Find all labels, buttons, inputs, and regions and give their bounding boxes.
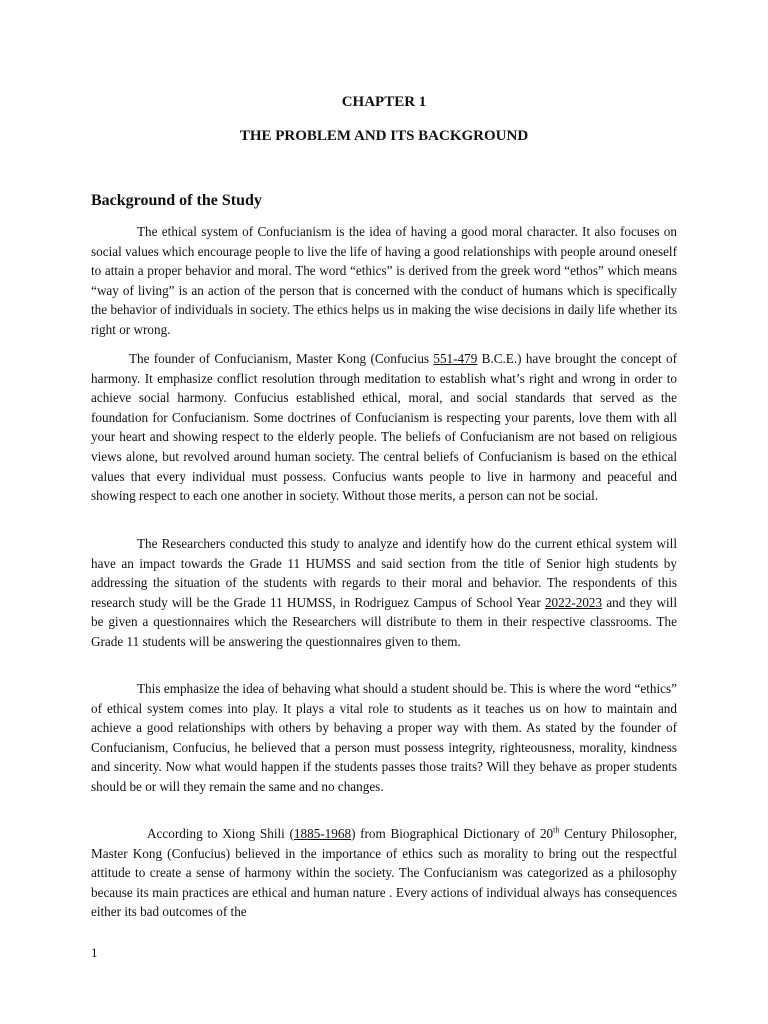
ordinal-superscript: th bbox=[553, 825, 560, 835]
paragraph-2-text-start: The founder of Confucianism, Master Kong (Confucius bbox=[129, 351, 434, 366]
paragraph-4-text: This emphasize the idea of behaving what should a student should be. This is where the word “ethics” of ethical system comes into play. It plays a vital role to students as it teaches us on how to maintain and achieve a good relationships with others by behaving a proper way with them. As stated by the founder of Confucianism, Confucius, he believed that a person must possess integrity, righteousness, morality, kindness and sincerity. Now what would happen if the students passes those traits? Will they behave as proper students should be or will they remain the same and no changes. bbox=[91, 681, 677, 794]
paragraph-4 bbox=[91, 679, 677, 797]
section-heading: Background of the Study bbox=[91, 192, 262, 209]
lifespan-underlined: 1885-1968 bbox=[293, 826, 352, 841]
chapter-label: CHAPTER 1 bbox=[341, 94, 427, 110]
page-number: 1 bbox=[91, 945, 98, 960]
paragraph-3-text-start: The Researchers conducted this study to analyze and identify how do the current ethical system will have an impact towards the Grade 11 HUMSS and said section from the title of Senior high students by addressing the situation of the students with regards to their moral and behavior. The respondents of this research study will be the Grade 11 HUMSS, in Rodriguez Campus of School Year bbox=[91, 536, 677, 610]
paragraph-1-text: The ethical system of Confucianism is the idea of having a good moral character. It also focuses on social values which encourage people to live the life of having a good relationships with people around oneself to attain a proper behavior and moral. The word “ethics” is derived from the greek word “ethos” which means “way of living” is an action of the person that is concerned with the conduct of humans which is specifically the behavior of individuals in society. The ethics helps us in making the wise decisions in daily life whether its right or wrong. bbox=[91, 224, 677, 337]
paragraph-5 bbox=[91, 824, 677, 922]
paragraph-3-text-end: and they will be given a questionnaires which the Researchers will distribute to them in their respective classrooms. The Grade 11 students will be answering the questionnaires given to them. bbox=[91, 594, 677, 649]
paragraph-2 bbox=[91, 349, 677, 506]
school-year-underlined: 2022-2023 bbox=[544, 594, 603, 610]
paragraph-5-text-end: Century Philosopher, Master Kong (Confucius) believed in the importance of ethics such as morality to bring out the respectful attitude to create a sense of harmony within the society. The Confucianism was categorized as a philosophy because its main practices are ethical and human nature . Every actions of individual always has consequences either its bad outcomes of the bbox=[91, 826, 678, 920]
paragraph-2-text-end: B.C.E.) have brought the concept of harmony. It emphasize conflict resolution through meditation to establish what’s right and wrong in order to achieve social harmony. Confucius established ethical, moral, and social standards that served as the foundation for Confucianism. Some doctrines of Confucianism is respecting your parents, love them with all your heart and showing respect to the elderly people. The beliefs of Confucianism are not based on religious views alone, but revolved around human society. The central beliefs of Confucianism is based on the ethical values that every individual must possess. Confucius wants people to live in harmony and peaceful and showing respect to each one another in society. Without those merits, a person can not be social. bbox=[91, 351, 677, 504]
paragraph-3 bbox=[91, 534, 677, 652]
date-range-underlined: 551-479 bbox=[433, 351, 478, 366]
paragraph-5-text-start: According to Xiong Shili ( bbox=[147, 826, 294, 841]
paragraph-1 bbox=[91, 222, 677, 340]
chapter-title: THE PROBLEM AND ITS BACKGROUND bbox=[239, 128, 529, 144]
paragraph-5-text-mid: ) from Biographical Dictionary of 20 bbox=[351, 826, 554, 841]
